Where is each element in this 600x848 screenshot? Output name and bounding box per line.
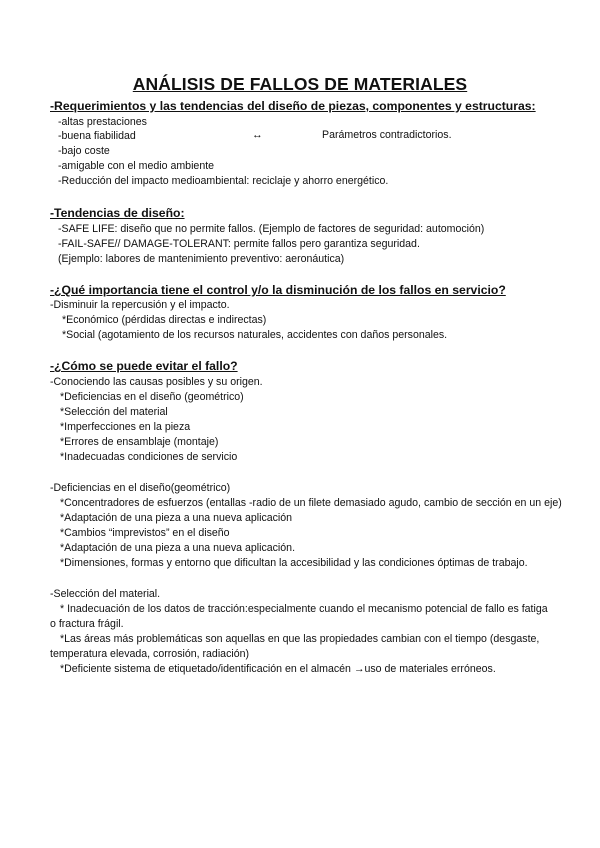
- list-item: *Deficiencias en el diseño (geométrico): [60, 391, 244, 403]
- list-item: *Social (agotamiento de los recursos naturales, accidentes con daños personales.: [62, 329, 448, 341]
- list-item: -SAFE LIFE: diseño que no permite fallos. (Ejemplo de factores de seguridad: automoción): [58, 223, 485, 235]
- list-item: -Selección del material.: [50, 588, 161, 600]
- list-item: -Conociendo las causas posibles y su origen.: [50, 376, 263, 388]
- list-item: *Errores de ensamblaje (montaje): [60, 436, 219, 448]
- list-item: -bajo coste: [58, 145, 110, 157]
- list-item: *Inadecuadas condiciones de servicio: [60, 451, 238, 463]
- list-item: -amigable con el medio ambiente: [58, 160, 215, 172]
- list-item: *Selección del material: [60, 406, 168, 418]
- bidirectional-arrow-icon: ↔: [252, 129, 263, 141]
- list-item: -altas prestaciones: [58, 116, 147, 128]
- list-item: *Cambios “imprevistos” en el diseño: [60, 527, 230, 539]
- list-item: *Las áreas más problemáticas son aquellas en que las propiedades cambian con el tiempo (desgaste,: [60, 633, 540, 645]
- list-item: *Deficiente sistema de etiquetado/identificación en el almacén →uso de materiales erróneos.: [60, 663, 496, 675]
- section-heading-tendencias: -Tendencias de diseño:: [50, 206, 185, 220]
- section-heading-importancia: -¿Qué importancia tiene el control y/o la disminución de los fallos en servicio?: [50, 283, 506, 297]
- list-item: -FAIL-SAFE// DAMAGE-TOLERANT: permite fallos pero garantiza seguridad.: [58, 238, 420, 250]
- list-item: *Concentradores de esfuerzos (entallas -radio de un filete demasiado agudo, cambio de sección en un eje): [60, 497, 562, 509]
- list-item: temperatura elevada, corrosión, radiación): [50, 648, 250, 660]
- section-heading-requerimientos: -Requerimientos y las tendencias del diseño de piezas, componentes y estructuras:: [50, 99, 536, 113]
- list-item: *Económico (pérdidas directas e indirectas): [62, 314, 267, 326]
- list-item: *Adaptación de una pieza a una nueva aplicación: [60, 512, 293, 524]
- list-item: *Dimensiones, formas y entorno que dificultan la accesibilidad y las condiciones óptimas de trabajo.: [60, 557, 528, 569]
- list-item: -Deficiencias en el diseño(geométrico): [50, 482, 231, 494]
- page-title: ANÁLISIS DE FALLOS DE MATERIALES: [132, 74, 468, 94]
- list-item: -Disminuir la repercusión y el impacto.: [50, 299, 230, 311]
- list-item: -Reducción del impacto medioambiental: reciclaje y ahorro energético.: [58, 175, 389, 187]
- contradictory-parameters-note: Parámetros contradictorios.: [322, 129, 452, 141]
- list-item: * Inadecuación de los datos de tracción:especialmente cuando el mecanismo potencial de fallo es fatiga: [60, 603, 548, 615]
- section-heading-evitar-fallo: -¿Cómo se puede evitar el fallo?: [50, 359, 238, 373]
- list-item: -buena fiabilidad: [58, 130, 136, 142]
- list-item: (Ejemplo: labores de mantenimiento preventivo: aeronáutica): [58, 253, 345, 265]
- list-item: *Adaptación de una pieza a una nueva aplicación.: [60, 542, 296, 554]
- list-item: o fractura frágil.: [50, 618, 124, 630]
- list-item: *Imperfecciones en la pieza: [60, 421, 191, 433]
